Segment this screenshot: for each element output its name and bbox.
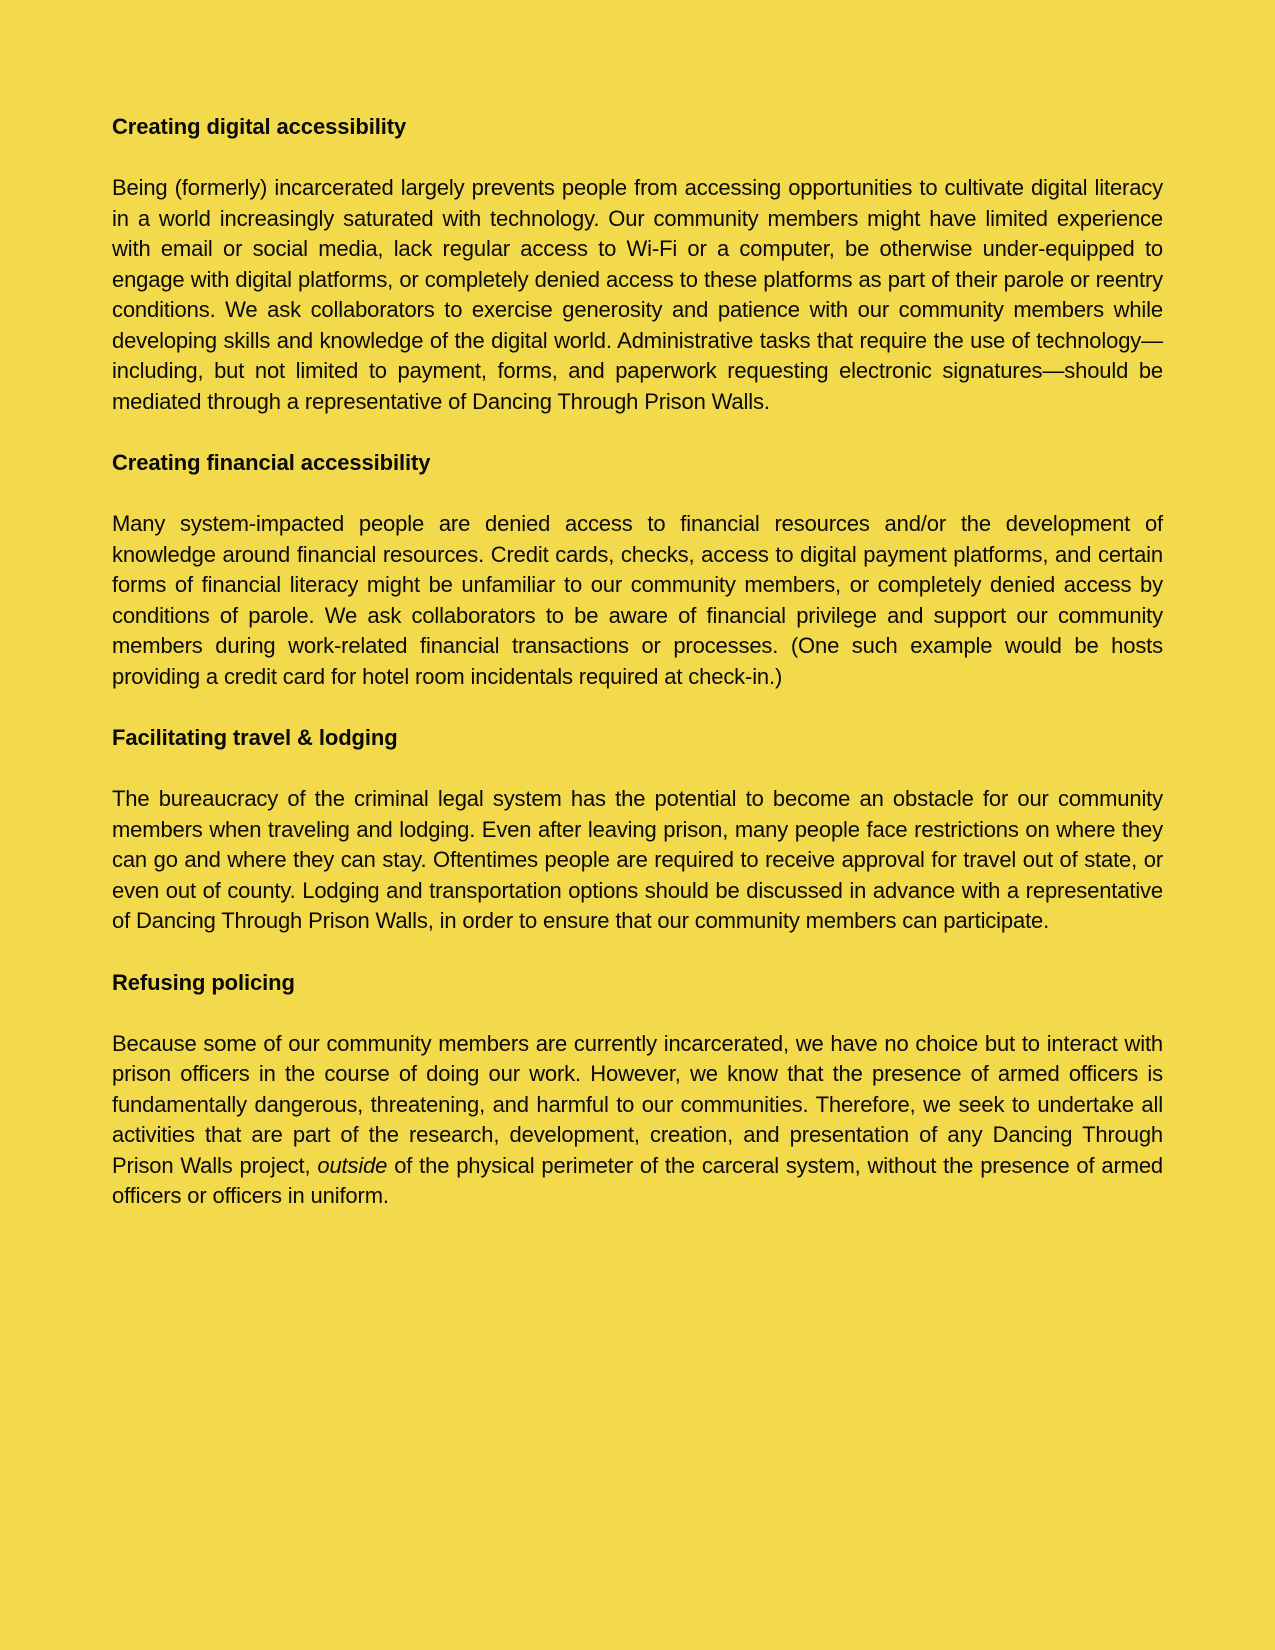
- section-financial-accessibility: [112, 448, 1163, 692]
- section-heading: Creating financial accessibility: [112, 450, 431, 475]
- section-body: [112, 1029, 1163, 1212]
- section-heading: Refusing policing: [112, 969, 295, 995]
- section-heading: Creating digital accessibility: [112, 114, 407, 139]
- section-body: Many system-impacted people are denied access to financial resources and/or the development of knowledge around financial resources. Credit cards, checks, access to digital payment platforms, and certain forms of financial literacy might be unfamiliar to our community members, or completely denied access by conditions of parole. We ask collaborators to be aware of financial privilege and support our community members during work-related financial transactions or processes. (One such example would be hosts providing a credit card for hotel room incidentals required at check-in.): [112, 511, 1163, 689]
- section-digital-accessibility: [112, 112, 1163, 417]
- section-heading: Facilitating travel & lodging: [112, 725, 398, 750]
- section-body: The bureaucracy of the criminal legal system has the potential to become an obstacle for our community members when traveling and lodging. Even after leaving prison, many people face restrictions on where they can go and where they can stay. Oftentimes people are required to receive approval for travel out of state, or even out of county. Lodging and transportation options should be discussed in advance with a representative of Dancing Through Prison Walls, in order to ensure that our community members can participate.: [112, 786, 1163, 933]
- section-body: Being (formerly) incarcerated largely prevents people from accessing opportunities to cultivate digital literacy in a world increasingly saturated with technology. Our community members might have limited experience with email or social media, lack regular access to Wi-Fi or a computer, be otherwise under-equipped to engage with digital platforms, or completely denied access to these platforms as part of their parole or reentry conditions. We ask collaborators to exercise generosity and patience with our community members while developing skills and knowledge of the digital world. Administrative tasks that require the use of technology—including, but not limited to payment, forms, and paperwork requesting electronic signatures—should be mediated through a representative of Dancing Through Prison Walls.: [112, 175, 1163, 414]
- section-travel-lodging: [112, 723, 1163, 937]
- body-text-before: Because some of our community members are currently incarcerated, we have no choice but to interact with prison officers in the course of doing our work. However, we know that the presence of armed officers is fundamentally dangerous, threatening, and harmful to our communities. Therefore, we seek to undertake all activities that are part of the research, development, creation, and presentation of any Dancing Through Prison Walls project,: [112, 1030, 1163, 1178]
- emphasized-word: outside: [317, 1152, 388, 1178]
- body-text-after: of the physical perimeter of the carceral system, without the presence of armed officers or officers in uniform.: [112, 1152, 1163, 1208]
- section-refusing-policing: [112, 968, 1163, 1212]
